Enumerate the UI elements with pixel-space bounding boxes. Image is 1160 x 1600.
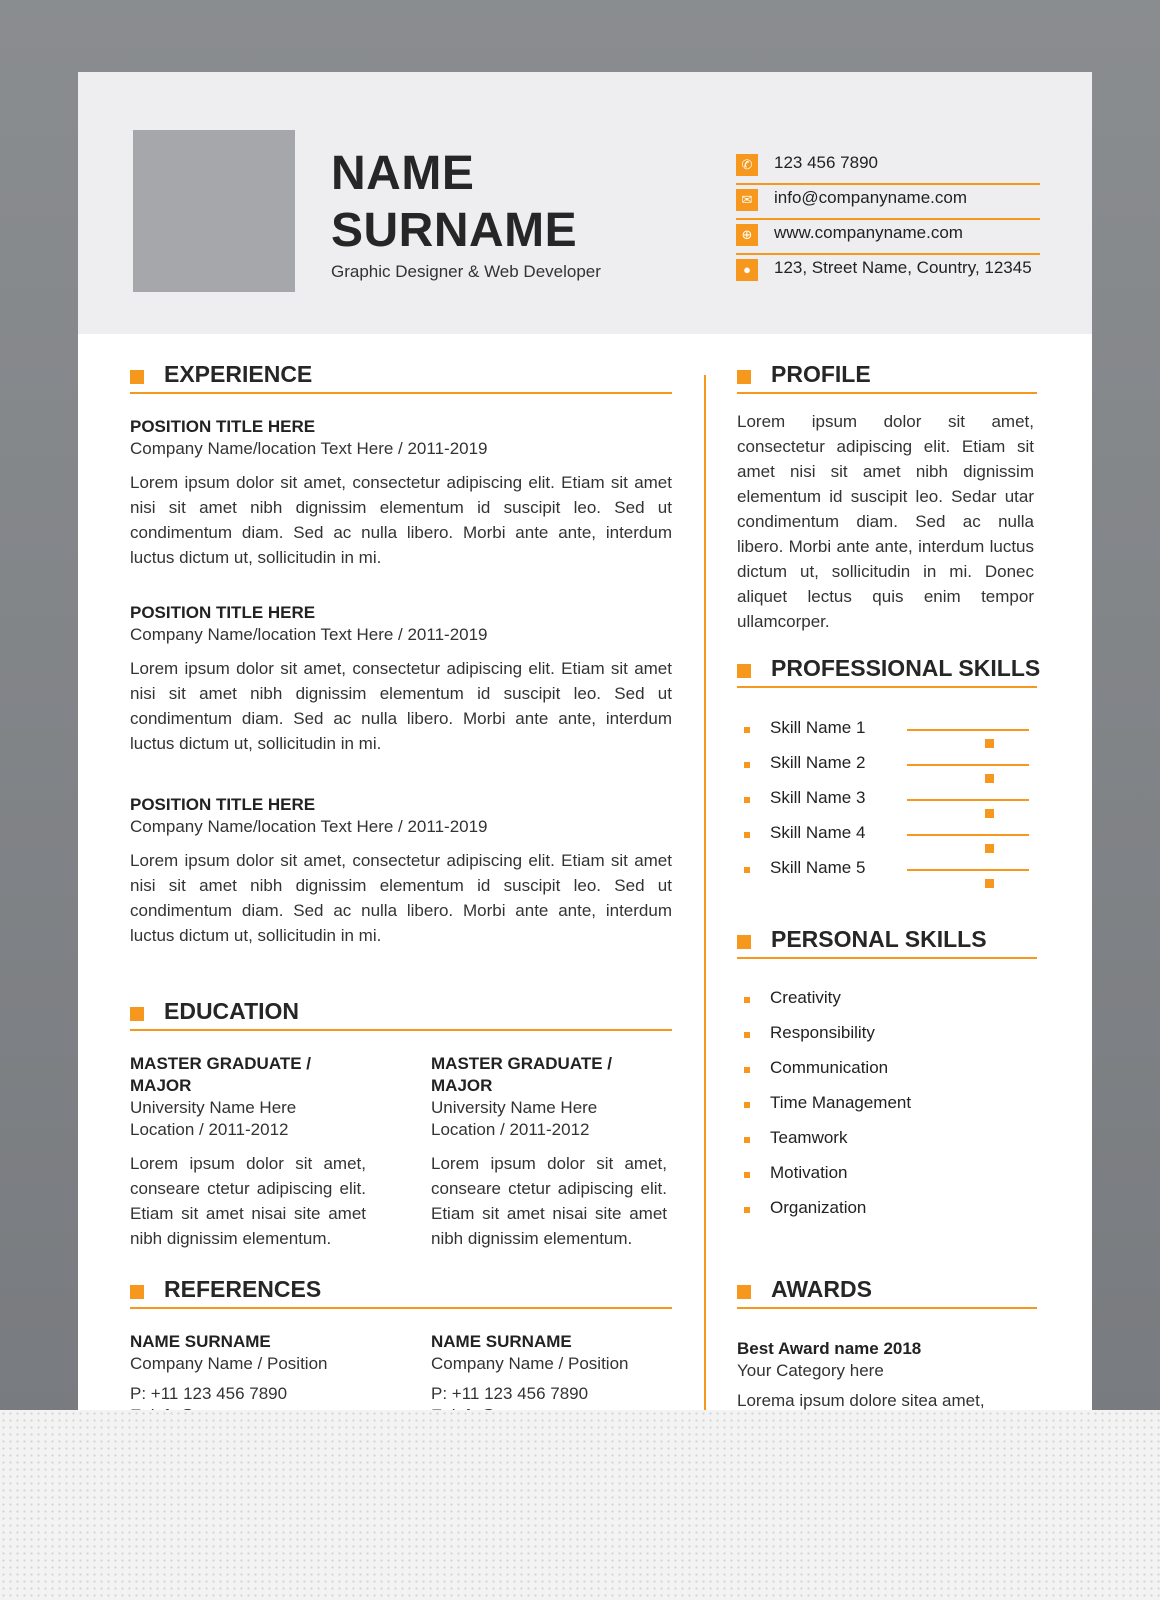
bullet-icon — [744, 867, 750, 873]
skill-bar — [907, 869, 1029, 871]
name-second-line: SURNAME — [331, 204, 578, 257]
university-name: University Name Here — [431, 1098, 598, 1117]
job-position: POSITION TITLE HERE — [130, 795, 316, 814]
job-position: POSITION TITLE HERE — [130, 603, 316, 622]
job-entry — [130, 794, 672, 948]
location-icon: ● — [736, 259, 758, 281]
skill-bar — [907, 729, 1029, 731]
job-title: Graphic Designer & Web Developer — [331, 262, 601, 281]
skill-level-marker — [985, 739, 994, 748]
personal-skill-item — [737, 1020, 1037, 1055]
skill-level-marker — [985, 879, 994, 888]
heading-underline — [737, 1307, 1037, 1309]
professional-skills-title: PROFESSIONAL SKILLS — [771, 655, 1041, 681]
award-entry — [737, 1338, 1037, 1412]
award-name: Best Award name 2018 — [737, 1339, 922, 1358]
full-name — [331, 145, 577, 259]
personal-skill-name: Creativity — [770, 988, 841, 1007]
education-description: Lorem ipsum dolor sit amet, conseare ctetur adipiscing elit. Etiam sit amet nisai site amet nibh dignissim elementum. — [130, 1154, 366, 1248]
skill-row — [737, 855, 1037, 890]
contact-address-text: 123, Street Name, Country, 12345 — [774, 258, 1032, 277]
skill-row — [737, 715, 1037, 750]
personal-skill-item — [737, 1195, 1037, 1230]
experience-title: EXPERIENCE — [164, 361, 313, 387]
contact-list — [736, 150, 1040, 290]
reference-name: NAME SURNAME — [130, 1332, 271, 1351]
skill-bar — [907, 834, 1029, 836]
heading-underline — [130, 1029, 672, 1031]
bullet-icon — [744, 797, 750, 803]
job-description: Lorem ipsum dolor sit amet, consectetur adipiscing elit. Etiam sit amet nisi sit amet nibh dignissim elementum id suscipit leo. Sed ut condimentum diam. Sed ac nulla libero. Morbi ante ante, interdum luctus dictum ut, sollicitudin in mi. — [130, 473, 672, 567]
awards-heading — [737, 1273, 1037, 1309]
globe-icon: ⊕ — [736, 224, 758, 246]
bullet-icon — [744, 1172, 750, 1178]
skill-name: Skill Name 4 — [770, 823, 866, 842]
job-company: Company Name/location Text Here / 2011-2019 — [130, 817, 488, 836]
skill-bar — [907, 764, 1029, 766]
degree-title: MASTER GRADUATE / MAJOR — [130, 1054, 312, 1095]
personal-skill-name: Responsibility — [770, 1023, 875, 1042]
profile-heading — [737, 358, 1037, 394]
skill-bar — [907, 799, 1029, 801]
profile-text: Lorem ipsum dolor sit amet, consectetur adipiscing elit. Etiam sit amet nisi sit amet nibh dignissim elementum id suscipit leo. Sedar utar condimentum diam. Sed ac nulla libero. Morbi ante ante, interdum luctus dictum ut, sollicitudin in mi. Donec aliquet lectus quis enim tempor ullamcorper. — [737, 412, 1034, 631]
personal-skill-item — [737, 985, 1037, 1020]
resume-sheet — [78, 72, 1092, 1442]
name-first-line: NAME — [331, 147, 475, 200]
heading-underline — [737, 957, 1037, 959]
bullet-icon — [744, 762, 750, 768]
bullet-icon — [744, 1102, 750, 1108]
personal-skill-item — [737, 1125, 1037, 1160]
job-company: Company Name/location Text Here / 2011-2019 — [130, 439, 488, 458]
resume-header — [78, 72, 1092, 334]
education-entry — [130, 1053, 366, 1251]
job-description: Lorem ipsum dolor sit amet, consectetur adipiscing elit. Etiam sit amet nisi sit amet nibh dignissim elementum id suscipit leo. Sed ut condimentum diam. Sed ac nulla libero. Morbi ante ante, interdum luctus dictum ut, sollicitudin in mi. — [130, 659, 672, 753]
heading-underline — [737, 686, 1037, 688]
education-title: EDUCATION — [164, 998, 300, 1024]
skill-name: Skill Name 1 — [770, 718, 866, 737]
personal-skill-item — [737, 1055, 1037, 1090]
phone-icon: ✆ — [736, 154, 758, 176]
bullet-icon — [744, 997, 750, 1003]
bullet-icon — [744, 832, 750, 838]
square-bullet-icon — [737, 1285, 751, 1299]
reference-company: Company Name / Position — [130, 1354, 328, 1373]
heading-underline — [737, 392, 1037, 394]
contact-address — [736, 255, 1040, 290]
square-bullet-icon — [737, 664, 751, 678]
skill-level-marker — [985, 844, 994, 853]
personal-skill-name: Time Management — [770, 1093, 912, 1112]
personal-skills-heading — [737, 923, 1037, 959]
contact-phone-text: 123 456 7890 — [774, 153, 878, 172]
contact-email-text[interactable]: info@companyname.com — [774, 188, 968, 207]
contact-email — [736, 185, 1040, 220]
awards-title: AWARDS — [771, 1276, 872, 1302]
bullet-icon — [744, 1207, 750, 1213]
personal-skill-name: Organization — [770, 1198, 867, 1217]
personal-skill-name: Motivation — [770, 1163, 848, 1182]
contact-website-text[interactable]: www.companyname.com — [774, 223, 963, 242]
job-entry — [130, 602, 672, 756]
square-bullet-icon — [737, 935, 751, 949]
education-heading — [130, 995, 672, 1031]
award-description: Lorema ipsum dolore sitea amet, — [737, 1391, 985, 1410]
degree-title: MASTER GRADUATE / MAJOR — [431, 1054, 613, 1095]
job-company: Company Name/location Text Here / 2011-2019 — [130, 625, 488, 644]
reference-company: Company Name / Position — [431, 1354, 629, 1373]
profile-title: PROFILE — [771, 361, 871, 387]
square-bullet-icon — [130, 1007, 144, 1021]
personal-skills-title: PERSONAL SKILLS — [771, 926, 987, 952]
education-description: Lorem ipsum dolor sit amet, conseare ctetur adipiscing elit. Etiam sit amet nisai site amet nibh dignissim elementum. — [431, 1154, 667, 1248]
education-location: Location / 2011-2012 — [130, 1120, 289, 1139]
bullet-icon — [744, 1067, 750, 1073]
job-description: Lorem ipsum dolor sit amet, consectetur adipiscing elit. Etiam sit amet nisi sit amet nibh dignissim elementum id suscipit leo. Sed ut condimentum diam. Sed ac nulla libero. Morbi ante ante, interdum luctus dictum ut, sollicitudin in mi. — [130, 851, 672, 945]
skill-name: Skill Name 5 — [770, 858, 866, 877]
skill-row — [737, 750, 1037, 785]
skill-level-marker — [985, 809, 994, 818]
skill-level-marker — [985, 774, 994, 783]
skill-row — [737, 820, 1037, 855]
skill-name: Skill Name 2 — [770, 753, 866, 772]
university-name: University Name Here — [130, 1098, 297, 1117]
reference-phone: P: +11 123 456 7890 — [130, 1384, 288, 1403]
professional-skills-heading — [737, 652, 1041, 688]
contact-phone — [736, 150, 1040, 185]
references-title: REFERENCES — [164, 1276, 322, 1302]
personal-skill-item — [737, 1160, 1037, 1195]
experience-heading — [130, 358, 672, 394]
references-heading — [130, 1273, 672, 1309]
job-entry — [130, 416, 672, 570]
heading-underline — [130, 392, 672, 394]
personal-skill-item — [737, 1090, 1037, 1125]
job-position: POSITION TITLE HERE — [130, 417, 316, 436]
email-icon: ✉ — [736, 189, 758, 211]
reference-name: NAME SURNAME — [431, 1332, 572, 1351]
reference-phone: P: +11 123 456 7890 — [431, 1384, 589, 1403]
personal-skill-name: Communication — [770, 1058, 889, 1077]
heading-underline — [130, 1307, 672, 1309]
square-bullet-icon — [130, 1285, 144, 1299]
award-category: Your Category here — [737, 1361, 884, 1380]
square-bullet-icon — [130, 370, 144, 384]
contact-website — [736, 220, 1040, 255]
education-entry — [431, 1053, 667, 1251]
square-bullet-icon — [737, 370, 751, 384]
bullet-icon — [744, 727, 750, 733]
skill-name: Skill Name 3 — [770, 788, 866, 807]
skill-row — [737, 785, 1037, 820]
photo-placeholder — [133, 130, 295, 292]
bullet-icon — [744, 1137, 750, 1143]
bullet-icon — [744, 1032, 750, 1038]
personal-skill-name: Teamwork — [770, 1128, 848, 1147]
education-location: Location / 2011-2012 — [431, 1120, 590, 1139]
column-divider — [704, 375, 706, 1442]
bottom-fade-overlay — [0, 1410, 1160, 1600]
